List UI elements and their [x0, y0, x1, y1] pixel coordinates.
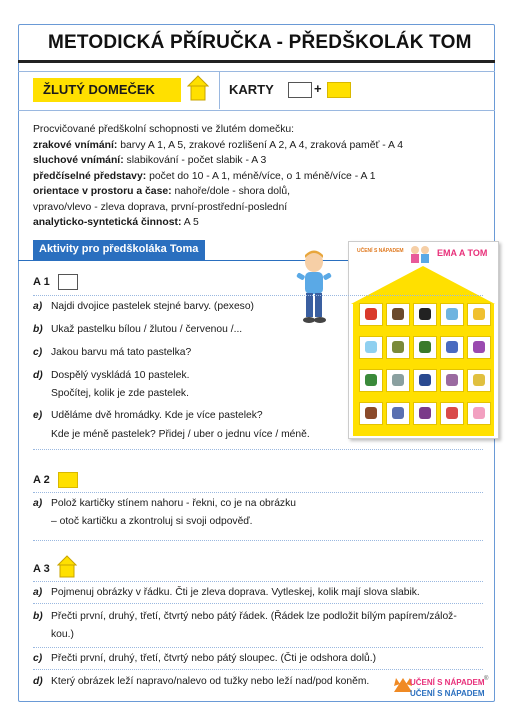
item-text: Přečti první, druhý, třetí, čtvrtý nebo pátý sloupec. (Čti je odshora dolů.)	[51, 653, 377, 664]
card-picture-icon	[473, 407, 485, 419]
house-icon	[187, 74, 209, 102]
item-letter: e)	[33, 410, 43, 421]
kids-icon	[407, 244, 433, 264]
a3-house-icon	[57, 555, 77, 579]
logo-line1: UČENÍ S NÁPADEM	[410, 678, 485, 687]
house-label: ŽLUTÝ DOMEČEK	[43, 82, 155, 97]
skill-bold: orientace v prostoru a čase:	[33, 186, 172, 197]
skill-bold: sluchové vnímání:	[33, 155, 124, 166]
a2-yellow-card-icon	[58, 472, 78, 488]
card-picture-cell	[359, 369, 383, 392]
item-text: Ukaž pastelku bílou / žlutou / červenou /...	[51, 324, 243, 335]
skill-bold: analyticko-syntetická činnost:	[33, 217, 182, 228]
a3-divider-3	[33, 647, 483, 648]
a3-divider-4	[33, 669, 483, 670]
item-letter: c)	[33, 347, 43, 358]
a3-divider-2	[33, 603, 483, 604]
skill-bold: předčíselné představy:	[33, 170, 147, 182]
item-letter: d)	[33, 676, 43, 687]
a3-divider	[33, 581, 483, 582]
item-text: Jakou barvu má tato pastelka?	[51, 347, 192, 358]
card-picture-cell	[359, 336, 383, 359]
card-picture-cell	[359, 303, 383, 326]
card-picture-icon	[473, 341, 485, 353]
activities-header	[33, 240, 205, 260]
karty-label: KARTY	[229, 82, 274, 97]
skill-text: vpravo/vlevo - zleva doprava, první-prostřední-poslední	[33, 201, 288, 213]
card-picture-cell	[440, 336, 464, 359]
card-picture-cell	[413, 303, 437, 326]
a2-bottom-divider	[33, 540, 483, 541]
a3-label: A 3	[33, 563, 50, 575]
skill-line	[33, 184, 483, 200]
card-picture-icon	[419, 341, 431, 353]
card-picture-icon	[365, 341, 377, 353]
item-letter: d)	[33, 370, 43, 381]
activities-header-label: Aktivity pro předškoláka Toma	[39, 243, 199, 255]
card-picture-cell	[359, 402, 383, 425]
card-picture-icon	[419, 374, 431, 386]
item-text: kou.)	[51, 629, 74, 640]
item-letter: b)	[33, 611, 43, 622]
item-text: Přečti první, druhý, třetí, čtvrtý nebo pátý řádek. (Řádek lze podložit bílým papírem/zálož-	[51, 611, 457, 622]
card-picture-icon	[446, 341, 458, 353]
skill-text: počet do 10 - A 1, méně/více, o 1 méně/více - A 1	[146, 170, 376, 182]
card-picture-icon	[473, 308, 485, 320]
skill-line	[33, 169, 483, 185]
card-picture-cell	[413, 336, 437, 359]
card-picture-cell	[467, 369, 491, 392]
logo-line2: UČENÍ S NÁPADEM	[410, 689, 485, 698]
skill-bold: zrakové vnímání:	[33, 139, 118, 151]
white-card-box	[288, 82, 312, 98]
ema-a-tom-card	[348, 241, 499, 439]
card-picture-cell	[467, 303, 491, 326]
card-picture-cell	[386, 402, 410, 425]
a1-label: A 1	[33, 276, 50, 288]
card-picture-cell	[440, 369, 464, 392]
skill-text: A 5	[181, 217, 199, 228]
card-picture-icon	[446, 308, 458, 320]
card-picture-icon	[392, 374, 404, 386]
card-picture-icon	[365, 407, 377, 419]
card-picture-cell	[467, 336, 491, 359]
item-letter: a)	[33, 301, 43, 312]
a2-divider	[33, 492, 483, 493]
card-picture-cell	[413, 402, 437, 425]
skill-text: barvy A 1, A 5, zrakové rozlišení A 2, A 4, zraková paměť - A 4	[117, 139, 404, 151]
skills-block	[33, 122, 483, 231]
yellow-card-box	[327, 82, 351, 98]
card-picture-cell	[440, 303, 464, 326]
item-text: Který obrázek leží napravo/nalevo od tužky nebo leží nad/pod koněm.	[51, 676, 370, 687]
a2-label: A 2	[33, 474, 50, 486]
card-picture-icon	[473, 374, 485, 386]
skills-intro: Procvičované předškolní schopnosti ve žlutém domečku:	[33, 124, 295, 135]
card-picture-cell	[413, 369, 437, 392]
card-picture-cell	[386, 303, 410, 326]
item-text: Najdi dvojice pastelek stejné barvy. (pexeso)	[51, 301, 254, 312]
item-letter: a)	[33, 498, 43, 509]
item-text: Uděláme dvě hromádky. Kde je více pastelek?	[51, 410, 263, 421]
item-letter: c)	[33, 653, 43, 664]
card-picture-icon	[365, 308, 377, 320]
skill-line	[33, 200, 483, 216]
card-picture-icon	[365, 374, 377, 386]
item-text: – otoč kartičku a zkontroluj si svoji odpověď.	[51, 516, 253, 527]
item-text: Polož kartičky stínem nahoru - řekni, co je na obrázku	[51, 498, 296, 509]
card-picture-cell	[467, 402, 491, 425]
skill-line	[33, 153, 483, 169]
page-title: METODICKÁ PŘÍRUČKA - PŘEDŠKOLÁK TOM	[48, 32, 472, 53]
card-picture-cell	[440, 402, 464, 425]
card-picture-cell	[386, 336, 410, 359]
item-text: Dospělý vyskládá 10 pastelek.	[51, 370, 190, 381]
title-rule	[18, 60, 495, 63]
card-picture-icon	[419, 308, 431, 320]
card-picture-icon	[392, 308, 404, 320]
boy-tom-illustration	[292, 248, 336, 326]
house-label-box	[33, 78, 181, 102]
item-text: Spočítej, kolik je zde pastelek.	[51, 388, 189, 399]
a1-white-card-icon	[58, 274, 78, 290]
card-brand: UČENÍ S NÁPADEM	[357, 248, 404, 254]
skill-text: slabikování - počet slabik - A 3	[123, 155, 267, 166]
a1-divider	[33, 295, 483, 296]
card-picture-icon	[419, 407, 431, 419]
karty-plus: +	[314, 81, 322, 96]
item-letter: a)	[33, 587, 43, 598]
item-text: Pojmenuj obrázky v řádku. Čti je zleva doprava. Vytleskej, kolik mají slova slabik.	[51, 587, 420, 598]
skill-line	[33, 215, 483, 231]
item-text: Kde je méně pastelek? Přidej / uber o jednu více / méně.	[51, 429, 310, 440]
card-title: EMA A TOM	[437, 248, 488, 258]
header-bottom-rule	[18, 110, 495, 111]
card-picture-icon	[392, 407, 404, 419]
item-letter: b)	[33, 324, 43, 335]
card-picture-icon	[392, 341, 404, 353]
card-picture-icon	[446, 374, 458, 386]
header-divider	[219, 72, 220, 109]
skill-text: nahoře/dole - shora dolů,	[171, 186, 291, 197]
card-picture-icon	[446, 407, 458, 419]
skill-line	[33, 138, 483, 154]
card-picture-cell	[386, 369, 410, 392]
header-top-rule	[18, 71, 495, 72]
logo-registered: ®	[484, 676, 489, 682]
a1-bottom-divider	[33, 449, 483, 450]
